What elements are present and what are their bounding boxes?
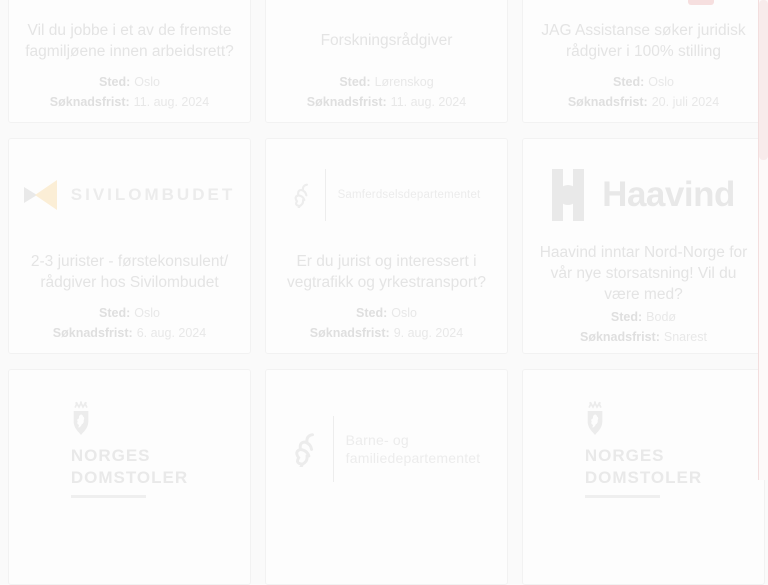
company-logo-area: [9, 370, 250, 520]
deadline-label: Søknadsfrist:: [52, 326, 133, 340]
deadline-label: Søknadsfrist:: [580, 330, 660, 344]
job-title: JAG Assistanse søker juridisk rådgiver i 100% stilling: [541, 21, 746, 60]
deadline-label: Søknadsfrist:: [306, 95, 387, 109]
norwegian-lion-icon: [293, 182, 313, 208]
job-card-grid: [8, 0, 765, 585]
norges-domstoler-logo: [585, 401, 702, 498]
domstoler-wordmark-line2: DOMSTOLER: [70, 467, 189, 487]
job-title: Er du jurist og interessert i vegtrafikk og yrkestransport?: [286, 252, 486, 291]
job-card[interactable]: [522, 0, 765, 123]
domstoler-wordmark-line1: NORGES: [584, 445, 665, 465]
job-deadline: [266, 325, 507, 341]
job-title: Forskningsrådgiver: [320, 32, 453, 49]
location-value: Oslo: [134, 75, 160, 89]
job-card[interactable]: [8, 369, 251, 585]
job-title: Haavind inntar Nord-Norge for vår nye storsatsning! Vil du være med?: [539, 244, 748, 303]
ministry-name: Samferdselsdepartementet: [337, 188, 481, 201]
deadline-value: 6. aug. 2024: [136, 326, 207, 340]
deadline-value: 20. juli 2024: [651, 95, 720, 109]
job-card[interactable]: [522, 369, 765, 585]
haavind-logo: [552, 169, 735, 221]
job-card[interactable]: [522, 138, 765, 354]
job-location: [523, 309, 764, 325]
sivilombudet-logo: [24, 180, 235, 210]
company-logo-area: [266, 139, 507, 242]
location-value: Oslo: [391, 306, 417, 320]
deadline-label: Søknadsfrist:: [309, 326, 390, 340]
job-meta: [9, 70, 250, 122]
barne-og-familiedepartementet-logo: [293, 416, 481, 482]
location-label: Sted:: [99, 75, 131, 89]
location-label: Sted:: [339, 75, 371, 89]
job-deadline: [523, 329, 764, 345]
job-meta: [9, 301, 250, 353]
jag-assistanse-logo-icon: [688, 0, 714, 5]
sivilombudet-wordmark: SIVILOMBUDET: [70, 184, 236, 204]
job-card[interactable]: [8, 138, 251, 354]
norwegian-lion-icon: [293, 431, 321, 467]
company-logo-area: [523, 0, 764, 11]
court-shield-crown-icon: [585, 401, 605, 437]
ministry-name-line1: Barne- og: [345, 432, 409, 448]
job-card[interactable]: [265, 369, 508, 585]
deadline-label: Søknadsfrist:: [49, 95, 130, 109]
haavind-wordmark: Haavind: [602, 174, 735, 214]
job-deadline: [9, 325, 250, 341]
location-value: Bodø: [646, 310, 677, 324]
company-logo-area: [523, 370, 764, 520]
deadline-label: Søknadsfrist:: [567, 95, 648, 109]
job-location: [523, 74, 764, 90]
job-card[interactable]: [265, 0, 508, 123]
logo-divider: [325, 169, 326, 221]
job-card[interactable]: [265, 138, 508, 354]
ministry-name-line2: familiedepartementet: [345, 450, 481, 466]
deadline-value: 11. aug. 2024: [390, 95, 467, 109]
deadline-value: 11. aug. 2024: [133, 95, 210, 109]
job-title: Vil du jobbe i et av de fremste fagmiljøene innen arbeidsrett?: [25, 21, 234, 60]
job-location: [266, 74, 507, 90]
deadline-value: 9. aug. 2024: [393, 326, 464, 340]
job-meta: [523, 305, 764, 354]
job-meta: [266, 70, 507, 122]
job-location: [9, 74, 250, 90]
page-scrollbar[interactable]: [758, 0, 768, 480]
sivilombudet-arrow-left-icon: [35, 180, 57, 210]
location-value: Oslo: [648, 75, 674, 89]
job-deadline: [9, 94, 250, 110]
job-deadline: [266, 94, 507, 110]
location-value: Lørenskog: [374, 75, 434, 89]
company-logo-area: [523, 139, 764, 242]
logo-divider: [333, 416, 334, 482]
domstoler-wordmark-line1: NORGES: [70, 445, 151, 465]
samferdselsdepartementet-logo: [293, 169, 481, 221]
deadline-value: Snarest: [663, 330, 707, 344]
company-logo-area: [9, 0, 250, 11]
domstoler-wordmark-line2: DOMSTOLER: [584, 467, 703, 487]
location-label: Sted:: [613, 75, 645, 89]
company-logo-area: [266, 0, 507, 11]
job-location: [266, 305, 507, 321]
location-label: Sted:: [610, 310, 643, 324]
location-label: Sted:: [99, 306, 131, 320]
norges-domstoler-logo: [71, 401, 188, 498]
court-shield-crown-icon: [71, 401, 91, 437]
job-card[interactable]: [8, 0, 251, 123]
company-logo-area: [9, 139, 250, 242]
domstoler-underline: [71, 495, 146, 498]
domstoler-underline: [585, 495, 660, 498]
job-deadline: [523, 94, 764, 110]
job-meta: [523, 70, 764, 122]
scrollbar-thumb[interactable]: [759, 0, 768, 160]
location-label: Sted:: [356, 306, 388, 320]
job-meta: [266, 301, 507, 353]
job-title: 2-3 jurister - førstekonsulent/ rådgiver hos Sivilombudet: [30, 252, 229, 291]
location-value: Oslo: [134, 306, 160, 320]
haavind-h-icon: [552, 169, 584, 221]
job-location: [9, 305, 250, 321]
company-logo-area: [266, 370, 507, 520]
